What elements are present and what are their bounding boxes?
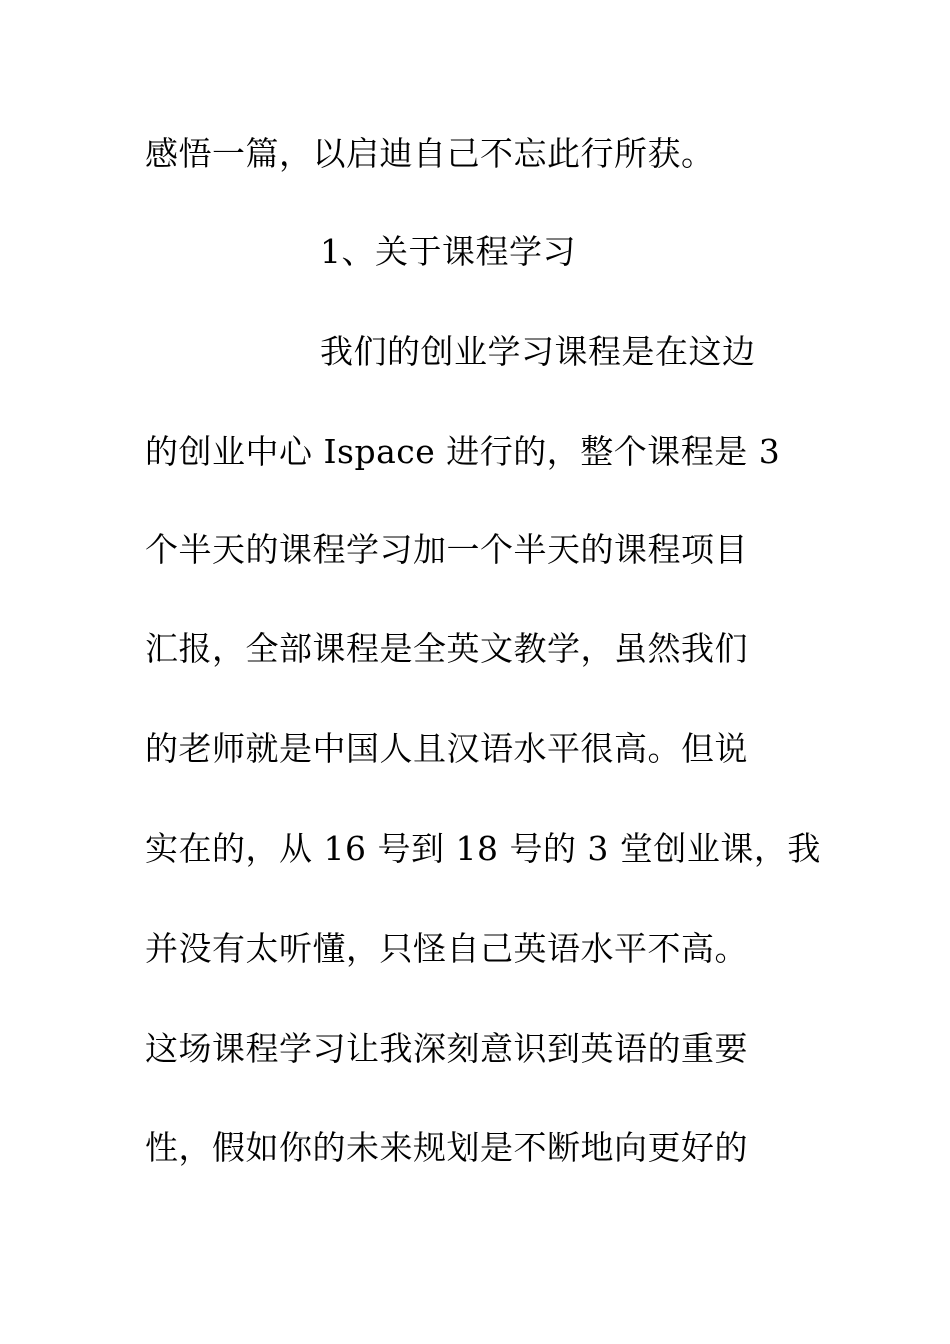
text-line-10: 这场课程学习让我深刻意识到英语的重要 <box>145 1029 748 1068</box>
text-line-6: 汇报，全部课程是全英文教学，虽然我们 <box>145 629 748 668</box>
section-heading: 1、关于课程学习 <box>320 232 576 271</box>
text-line-4: 的创业中心 Ispace 进行的，整个课程是 3 <box>145 432 781 471</box>
text-line-1: 感悟一篇，以启迪自己不忘此行所获。 <box>145 134 715 173</box>
text-line-8: 实在的，从 16 号到 18 号的 3 堂创业课，我 <box>145 829 821 868</box>
text-line-9: 并没有太听懂，只怪自己英语水平不高。 <box>145 929 748 968</box>
text-line-11: 性，假如你的未来规划是不断地向更好的 <box>145 1128 748 1167</box>
text-line-5: 个半天的课程学习加一个半天的课程项目 <box>145 530 748 569</box>
text-line-3: 我们的创业学习课程是在这边 <box>320 332 756 371</box>
text-line-7: 的老师就是中国人且汉语水平很高。但说 <box>145 729 748 768</box>
